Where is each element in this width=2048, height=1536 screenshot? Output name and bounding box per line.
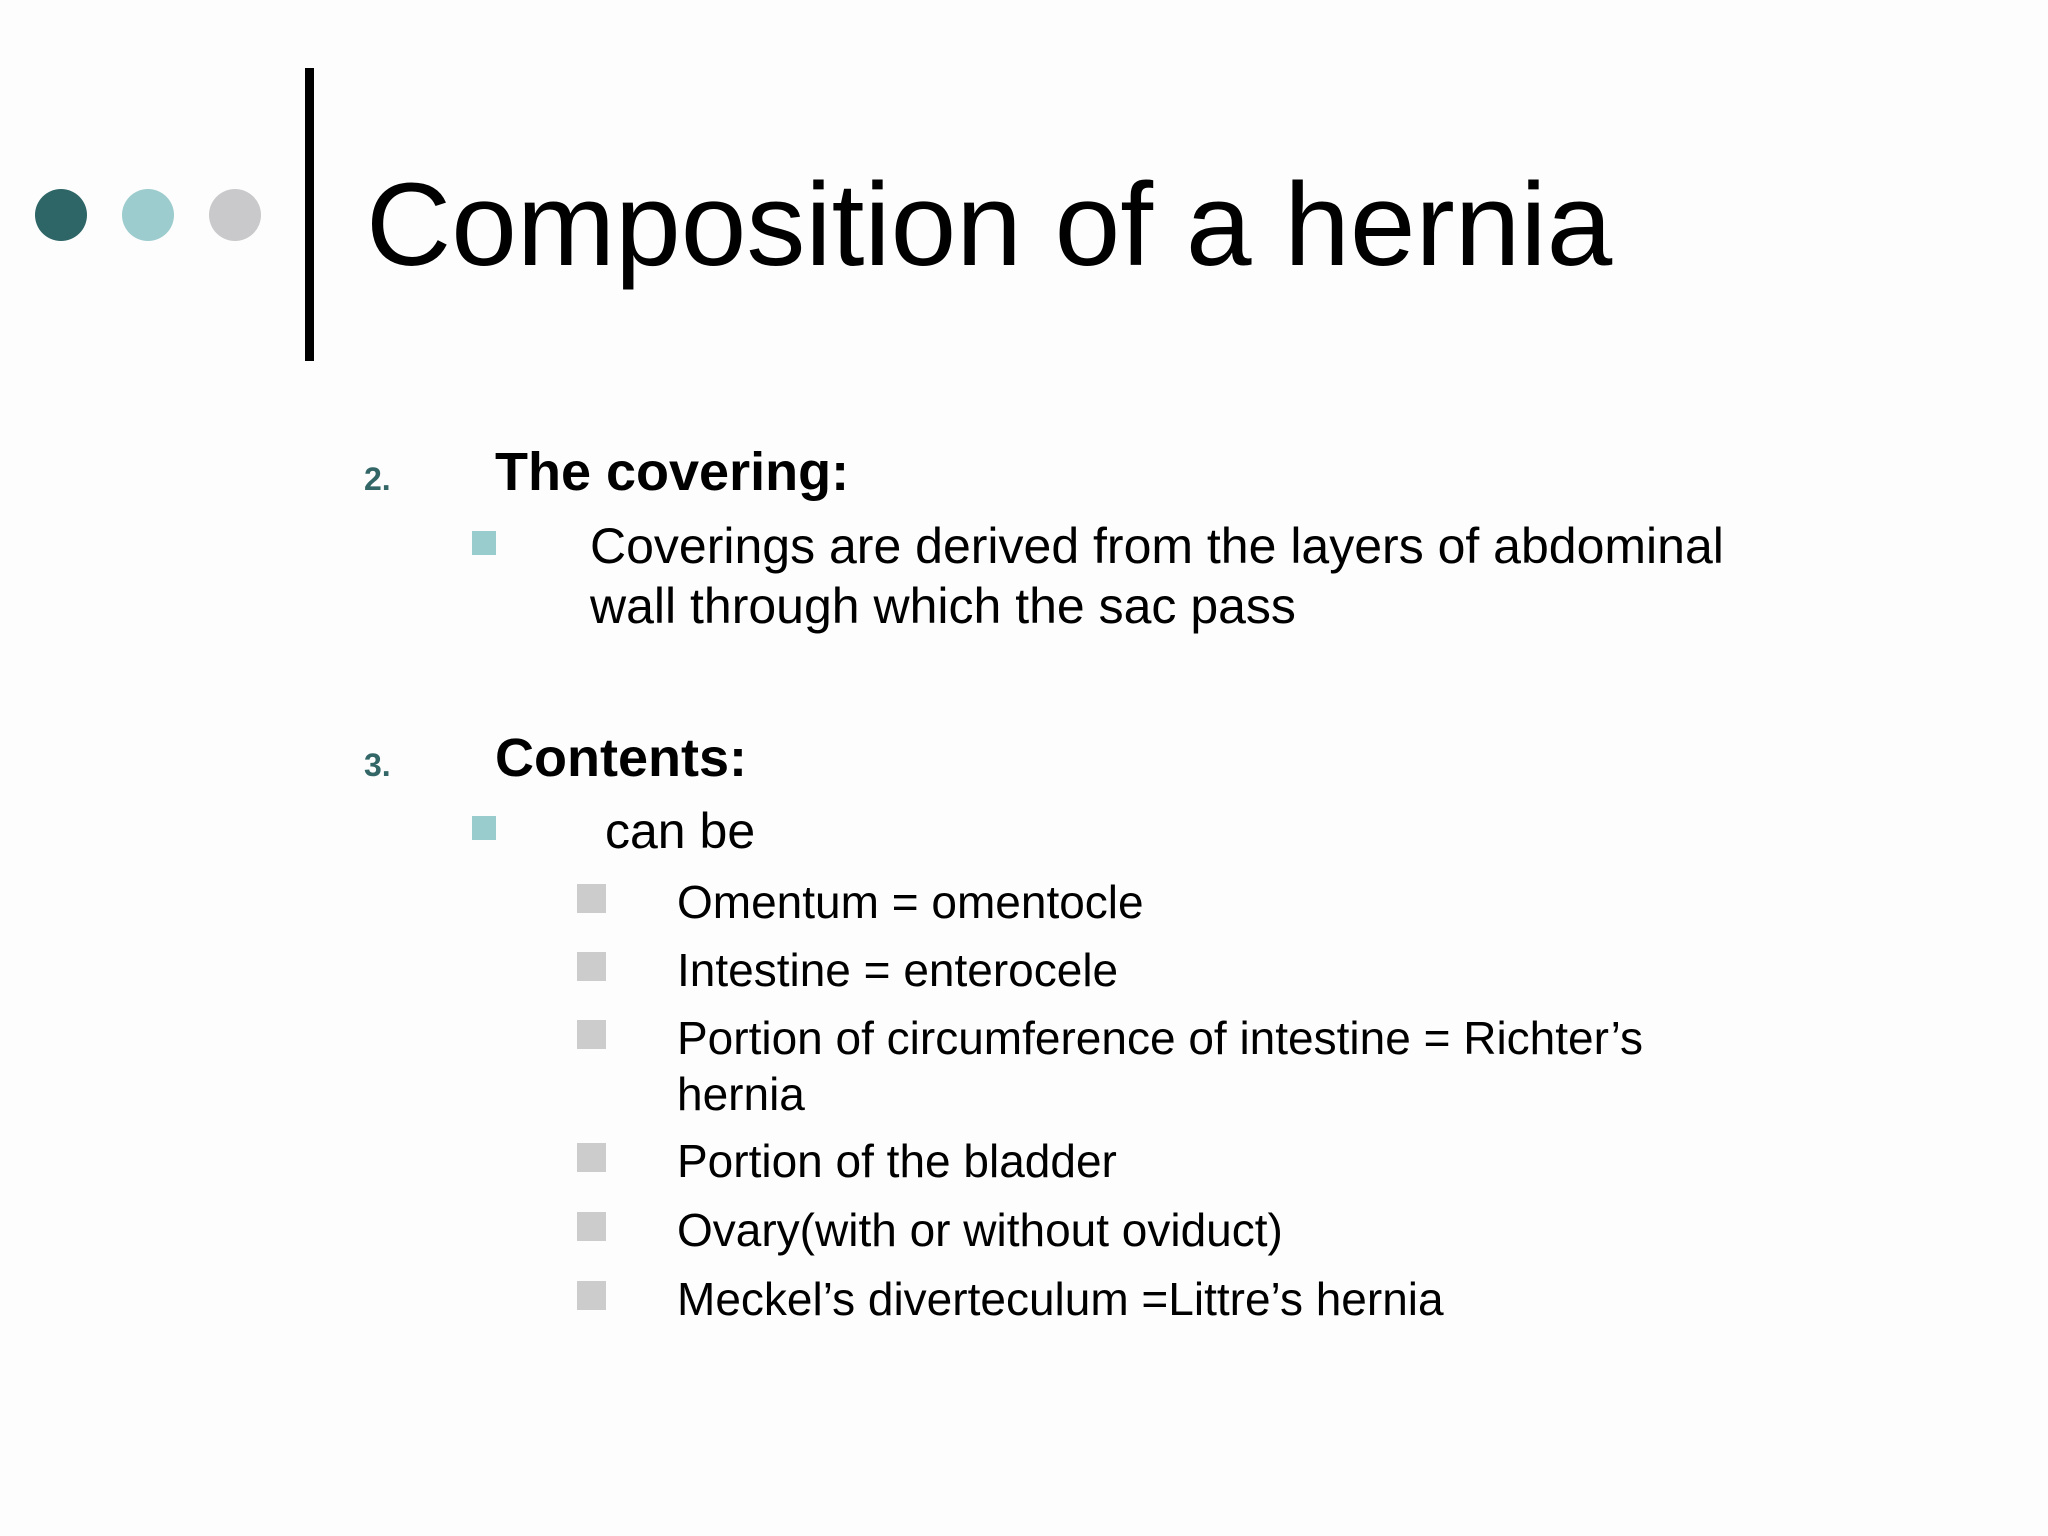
decorative-dot-dark-icon (35, 189, 87, 241)
sub-item: Portion of the bladder (677, 1135, 1117, 1187)
sub-item: Meckel’s diverteculum =Littre’s hernia (677, 1273, 1444, 1325)
square-subbullet-icon (577, 884, 606, 913)
title-divider (305, 68, 314, 361)
decorative-dot-teal-icon (122, 189, 174, 241)
sub-item: Portion of circumference of intestine = Richter’s (677, 1012, 1644, 1064)
bullet-text-continued: wall through which the sac pass (590, 578, 1296, 634)
bullet-text: can be (605, 803, 756, 859)
square-subbullet-icon (577, 1281, 606, 1310)
section-heading-contents: Contents: (495, 728, 747, 788)
sub-item: Ovary(with or without oviduct) (677, 1204, 1283, 1256)
square-bullet-icon (472, 531, 496, 555)
decorative-dot-grey-icon (209, 189, 261, 241)
sub-item-continued: hernia (677, 1068, 805, 1120)
square-subbullet-icon (577, 1143, 606, 1172)
square-subbullet-icon (577, 1212, 606, 1241)
section-number: 2. (364, 461, 391, 497)
square-bullet-icon (472, 816, 496, 840)
square-subbullet-icon (577, 952, 606, 981)
section-number: 3. (364, 747, 391, 783)
slide-title: Composition of a hernia (366, 159, 1613, 291)
sub-item: Intestine = enterocele (677, 944, 1119, 996)
section-heading-covering: The covering: (495, 442, 850, 502)
square-subbullet-icon (577, 1020, 606, 1049)
bullet-text: Coverings are derived from the layers of abdominal (590, 518, 1724, 574)
sub-item: Omentum = omentocle (677, 876, 1144, 928)
